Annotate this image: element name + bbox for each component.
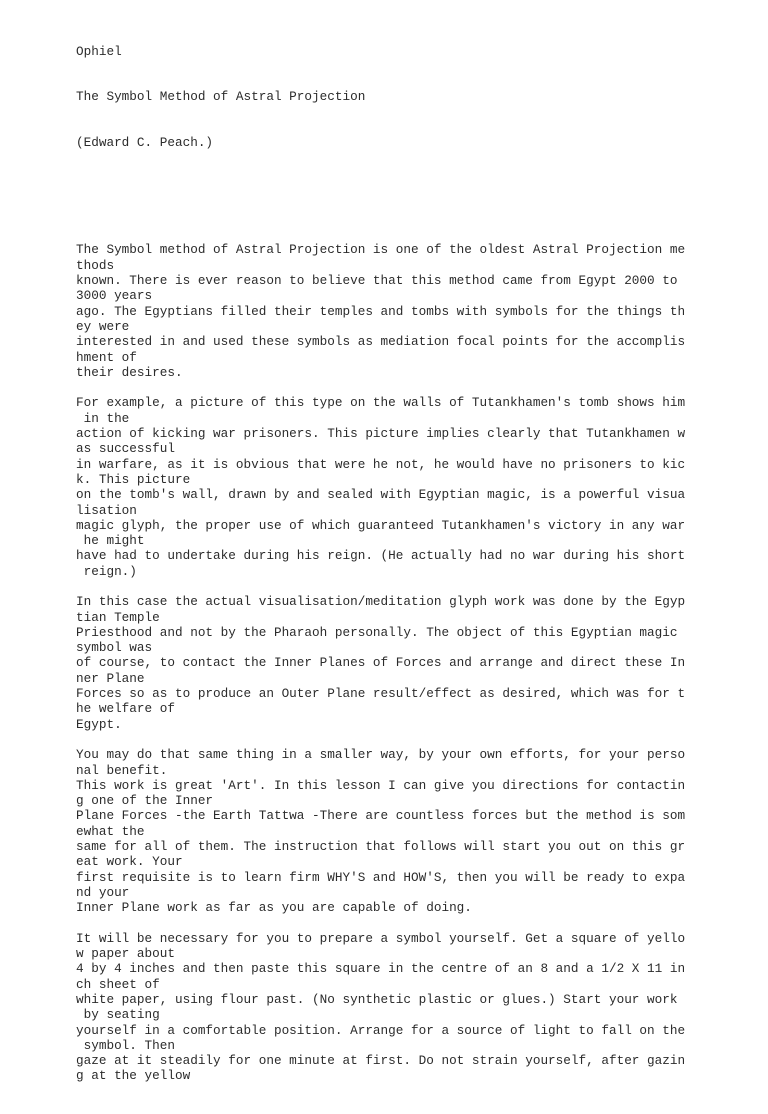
text-line: 3000 years bbox=[76, 288, 153, 304]
text-line: of course, to contact the Inner Planes of Forces and arrange and direct these In bbox=[76, 655, 686, 671]
text-line: 4 by 4 inches and then paste this square in the centre of an 8 and a 1/2 X 11 in bbox=[76, 961, 686, 977]
text-line: have had to undertake during his reign. (He actually had no war during his short bbox=[76, 548, 686, 564]
text-line: w paper about bbox=[76, 946, 175, 962]
document-title: The Symbol Method of Astral Projection bbox=[76, 89, 366, 105]
header-spacer bbox=[76, 181, 756, 212]
text-line: in the bbox=[76, 410, 130, 426]
text-line: yourself in a comfortable position. Arrange for a source of light to fall on the bbox=[76, 1022, 686, 1038]
text-line: It will be necessary for you to prepare a symbol yourself. Get a square of yello bbox=[76, 930, 686, 946]
text-line: k. This picture bbox=[76, 471, 191, 487]
text-line: thods bbox=[76, 257, 115, 273]
text-line: eat work. Your bbox=[76, 854, 183, 870]
paragraph bbox=[76, 747, 756, 915]
text-line: nd your bbox=[76, 884, 130, 900]
text-line: action of kicking war prisoners. This picture implies clearly that Tutankhamen w bbox=[76, 426, 686, 442]
author-line: Ophiel bbox=[76, 43, 122, 59]
paragraph-spacer bbox=[76, 732, 756, 747]
text-line: Forces so as to produce an Outer Plane result/effect as desired, which was for t bbox=[76, 686, 686, 702]
document-text bbox=[76, 13, 756, 1114]
text-line: nal benefit. bbox=[76, 762, 168, 778]
text-line: same for all of them. The instruction that follows will start you out on this gr bbox=[76, 839, 686, 855]
text-line: reign.) bbox=[76, 563, 137, 579]
text-line: hment of bbox=[76, 349, 137, 365]
text-line: symbol was bbox=[76, 640, 153, 656]
text-line: white paper, using flour past. (No synthetic plastic or glues.) Start your work bbox=[76, 992, 678, 1007]
text-line: For example, a picture of this type on the walls of Tutankhamen's tomb shows him bbox=[76, 395, 686, 411]
text-line: ewhat the bbox=[76, 823, 145, 839]
text-line: Egypt. bbox=[76, 716, 122, 732]
paragraph bbox=[76, 931, 756, 1084]
paragraph-spacer bbox=[76, 380, 756, 395]
text-line: ch sheet of bbox=[76, 976, 160, 992]
text-line: magic glyph, the proper use of which guaranteed Tutankhamen's victory in any war bbox=[76, 517, 686, 533]
text-line: as successful bbox=[76, 441, 175, 457]
text-line: ner Plane bbox=[76, 670, 145, 686]
text-line: he might bbox=[76, 533, 145, 549]
credit-line: (Edward C. Peach.) bbox=[76, 135, 214, 151]
paragraph bbox=[76, 594, 756, 732]
paragraph bbox=[76, 242, 756, 380]
text-line: known. There is ever reason to believe that this method came from Egypt 2000 to bbox=[76, 273, 678, 289]
text-line: in warfare, as it is obvious that were he not, he would have no prisoners to kic bbox=[76, 456, 686, 472]
text-line: tian Temple bbox=[76, 609, 160, 625]
text-line: lisation bbox=[76, 502, 137, 518]
text-line: The Symbol method of Astral Projection is one of the oldest Astral Projection me bbox=[76, 242, 686, 258]
text-line: In this case the actual visualisation/meditation glyph work was done by the Egyp bbox=[76, 594, 686, 610]
text-line: on the tomb's wall, drawn by and sealed with Egyptian magic, is a powerful visua bbox=[76, 487, 686, 503]
text-line: symbol. Then bbox=[76, 1037, 175, 1053]
text-line: by seating bbox=[76, 1007, 160, 1023]
text-line: ago. The Egyptians filled their temples and tombs with symbols for the things th bbox=[76, 303, 686, 319]
body-paragraphs bbox=[76, 242, 756, 1083]
text-line: first requisite is to learn firm WHY'S and HOW'S, then you will be ready to expa bbox=[76, 869, 686, 885]
text-line: their desires. bbox=[76, 364, 183, 380]
paragraph-spacer bbox=[76, 579, 756, 594]
text-line: This work is great 'Art'. In this lesson I can give you directions for contactin bbox=[76, 777, 686, 793]
text-line: he welfare of bbox=[76, 701, 175, 717]
text-line: g one of the Inner bbox=[76, 793, 214, 809]
paragraph bbox=[76, 395, 756, 579]
text-line: Plane Forces -the Earth Tattwa -There are countless forces but the method is som bbox=[76, 808, 686, 824]
text-line: gaze at it steadily for one minute at first. Do not strain yourself, after gazin bbox=[76, 1053, 686, 1069]
paragraph-spacer bbox=[76, 916, 756, 931]
text-line: ey were bbox=[76, 318, 130, 334]
text-line: interested in and used these symbols as mediation focal points for the accomplis bbox=[76, 334, 686, 350]
text-line: g at the yellow bbox=[76, 1068, 191, 1084]
text-line: You may do that same thing in a smaller way, by your own efforts, for your perso bbox=[76, 747, 686, 763]
text-line: Priesthood and not by the Pharaoh personally. The object of this Egyptian magic bbox=[76, 624, 678, 640]
text-line: Inner Plane work as far as you are capable of doing. bbox=[76, 900, 472, 916]
